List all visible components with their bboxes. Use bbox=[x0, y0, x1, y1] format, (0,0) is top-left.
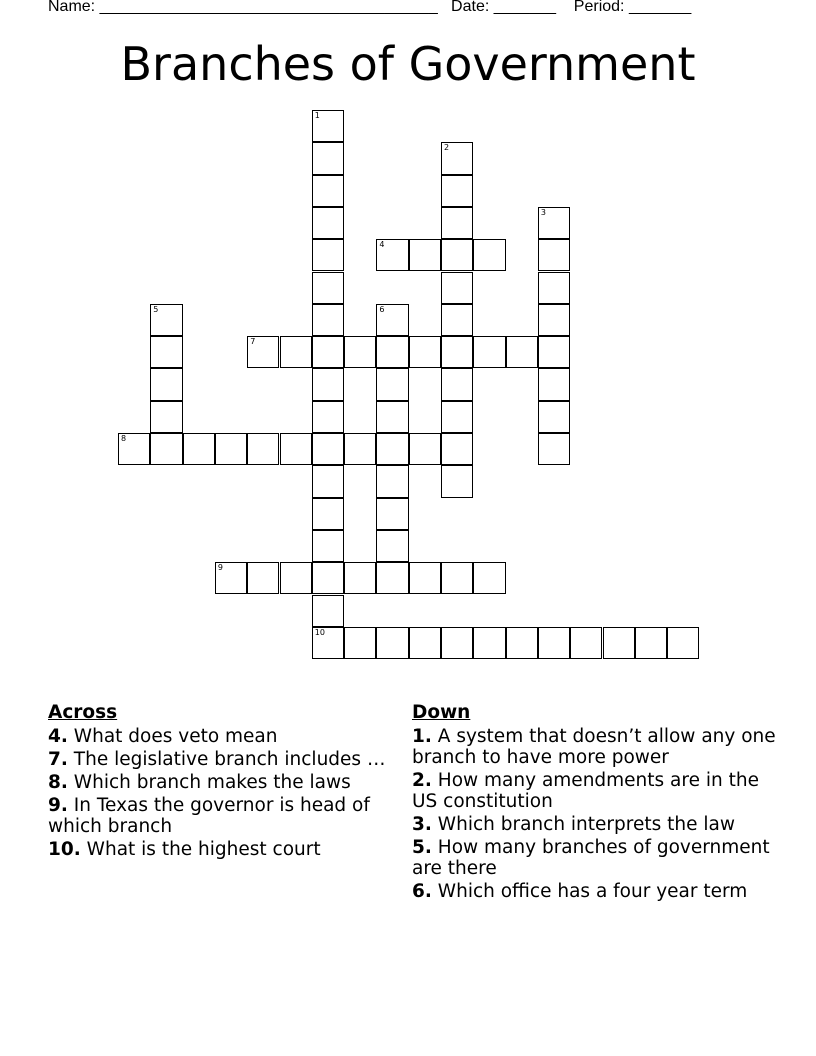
crossword-cell[interactable] bbox=[538, 627, 570, 659]
across-clue: 10. What is the highest court bbox=[48, 839, 321, 860]
crossword-cell[interactable] bbox=[603, 627, 635, 659]
crossword-cell[interactable] bbox=[312, 498, 344, 530]
clue-number-label: 7 bbox=[250, 337, 256, 347]
crossword-cell[interactable] bbox=[312, 401, 344, 433]
clue-number-label: 8 bbox=[121, 434, 127, 443]
crossword-cell[interactable] bbox=[376, 498, 408, 530]
page-title: Branches of Government bbox=[120, 37, 696, 91]
crossword-cell[interactable] bbox=[312, 562, 344, 594]
crossword-cell[interactable] bbox=[538, 304, 570, 336]
crossword-cell[interactable] bbox=[409, 562, 441, 594]
crossword-cell[interactable] bbox=[215, 562, 247, 594]
down-clue: 1. A system that doesn’t allow any one branch to have more power bbox=[412, 726, 776, 768]
crossword-cell[interactable] bbox=[312, 595, 344, 627]
clue-number-label: 4 bbox=[379, 240, 385, 250]
crossword-cell[interactable] bbox=[312, 336, 344, 368]
crossword-cell[interactable] bbox=[441, 239, 473, 271]
crossword-cell[interactable] bbox=[312, 239, 344, 271]
crossword-cell[interactable] bbox=[538, 433, 570, 465]
crossword-cell[interactable] bbox=[473, 562, 505, 594]
crossword-cell[interactable] bbox=[441, 368, 473, 400]
crossword-cell[interactable] bbox=[538, 239, 570, 271]
crossword-cell[interactable] bbox=[409, 336, 441, 368]
down-clue: 3. Which branch interprets the law bbox=[412, 814, 735, 835]
crossword-cell[interactable] bbox=[570, 627, 602, 659]
down-heading: Down bbox=[412, 702, 471, 723]
crossword-cell[interactable] bbox=[312, 175, 344, 207]
clue-number-label: 9 bbox=[217, 563, 223, 573]
crossword-cell[interactable] bbox=[312, 110, 344, 142]
clue-number-label: 2 bbox=[444, 143, 450, 153]
crossword-cell[interactable] bbox=[312, 142, 344, 174]
crossword-cell[interactable] bbox=[441, 304, 473, 336]
crossword-cell[interactable] bbox=[506, 336, 538, 368]
crossword-cell[interactable] bbox=[376, 465, 408, 497]
crossword-cell[interactable] bbox=[183, 433, 215, 465]
crossword-cell[interactable] bbox=[441, 272, 473, 304]
crossword-cell[interactable] bbox=[473, 239, 505, 271]
across-heading: Across bbox=[48, 702, 118, 723]
across-clue: 7. The legislative branch includes … bbox=[48, 749, 386, 770]
crossword-cell[interactable] bbox=[376, 562, 408, 594]
crossword-cell[interactable] bbox=[538, 207, 570, 239]
clue-number-label: 3 bbox=[540, 207, 546, 217]
crossword-cell[interactable] bbox=[473, 336, 505, 368]
crossword-cell[interactable] bbox=[247, 433, 279, 465]
crossword-cell[interactable] bbox=[538, 401, 570, 433]
crossword-cell[interactable] bbox=[538, 336, 570, 368]
crossword-cell[interactable] bbox=[247, 336, 279, 368]
crossword-cell[interactable] bbox=[376, 627, 408, 659]
crossword-cell[interactable] bbox=[312, 530, 344, 562]
crossword-cell[interactable] bbox=[441, 401, 473, 433]
crossword-cell[interactable] bbox=[376, 401, 408, 433]
crossword-cell[interactable] bbox=[441, 336, 473, 368]
crossword-cell[interactable] bbox=[635, 627, 667, 659]
crossword-cell[interactable] bbox=[441, 627, 473, 659]
crossword-cell[interactable] bbox=[280, 433, 312, 465]
crossword-cell[interactable] bbox=[409, 239, 441, 271]
crossword-cell[interactable] bbox=[150, 401, 182, 433]
crossword-cell[interactable] bbox=[150, 336, 182, 368]
crossword-cell[interactable] bbox=[344, 562, 376, 594]
crossword-cell[interactable] bbox=[538, 272, 570, 304]
crossword-cell[interactable] bbox=[538, 368, 570, 400]
crossword-cell[interactable] bbox=[344, 627, 376, 659]
crossword-cell[interactable] bbox=[376, 433, 408, 465]
crossword-cell[interactable] bbox=[376, 530, 408, 562]
crossword-cell[interactable] bbox=[312, 207, 344, 239]
crossword-cell[interactable] bbox=[280, 336, 312, 368]
crossword-cell[interactable] bbox=[441, 175, 473, 207]
crossword-cell[interactable] bbox=[344, 433, 376, 465]
crossword-cell[interactable] bbox=[312, 304, 344, 336]
crossword-cell[interactable] bbox=[376, 336, 408, 368]
crossword-cell[interactable] bbox=[441, 562, 473, 594]
crossword-cell[interactable] bbox=[441, 433, 473, 465]
crossword-cell[interactable] bbox=[376, 239, 408, 271]
crossword-cell[interactable] bbox=[312, 627, 344, 659]
crossword-cell[interactable] bbox=[280, 562, 312, 594]
crossword-cell[interactable] bbox=[506, 627, 538, 659]
crossword-cell[interactable] bbox=[473, 627, 505, 659]
crossword-cell[interactable] bbox=[150, 368, 182, 400]
crossword-cell[interactable] bbox=[312, 272, 344, 304]
clue-number-label: 5 bbox=[153, 304, 159, 314]
down-clues bbox=[412, 702, 782, 904]
crossword-cell[interactable] bbox=[441, 207, 473, 239]
crossword-cell[interactable] bbox=[667, 627, 699, 659]
crossword-cell[interactable] bbox=[247, 562, 279, 594]
crossword-cell[interactable] bbox=[312, 368, 344, 400]
clue-number-label: 6 bbox=[379, 304, 385, 314]
crossword-cell[interactable] bbox=[215, 433, 247, 465]
clue-number-label: 1 bbox=[314, 111, 320, 120]
crossword-cell[interactable] bbox=[344, 336, 376, 368]
down-clue: 5. How many branches of government are there bbox=[412, 837, 770, 879]
crossword-cell[interactable] bbox=[376, 368, 408, 400]
clue-number-label: 10 bbox=[314, 627, 325, 637]
across-clue: 9. In Texas the governor is head of which branch bbox=[48, 795, 370, 837]
crossword-cell[interactable] bbox=[312, 465, 344, 497]
crossword-cell[interactable] bbox=[150, 304, 182, 336]
crossword-cell[interactable] bbox=[441, 142, 473, 174]
crossword-cell[interactable] bbox=[409, 433, 441, 465]
down-clue: 6. Which office has a four year term bbox=[412, 881, 748, 902]
header-name-date-period: Name: ______________________________________ Date: _______ Period: _______ bbox=[48, 0, 692, 15]
across-clue: 8. Which branch makes the laws bbox=[48, 772, 351, 793]
crossword-cell[interactable] bbox=[441, 465, 473, 497]
crossword-cell[interactable] bbox=[409, 627, 441, 659]
across-clues bbox=[48, 702, 388, 862]
crossword-cell[interactable] bbox=[118, 433, 150, 465]
across-clue: 4. What does veto mean bbox=[48, 726, 278, 747]
crossword-cell[interactable] bbox=[312, 433, 344, 465]
crossword-cell[interactable] bbox=[150, 433, 182, 465]
down-clue: 2. How many amendments are in the US constitution bbox=[412, 770, 759, 812]
crossword-cell[interactable] bbox=[376, 304, 408, 336]
